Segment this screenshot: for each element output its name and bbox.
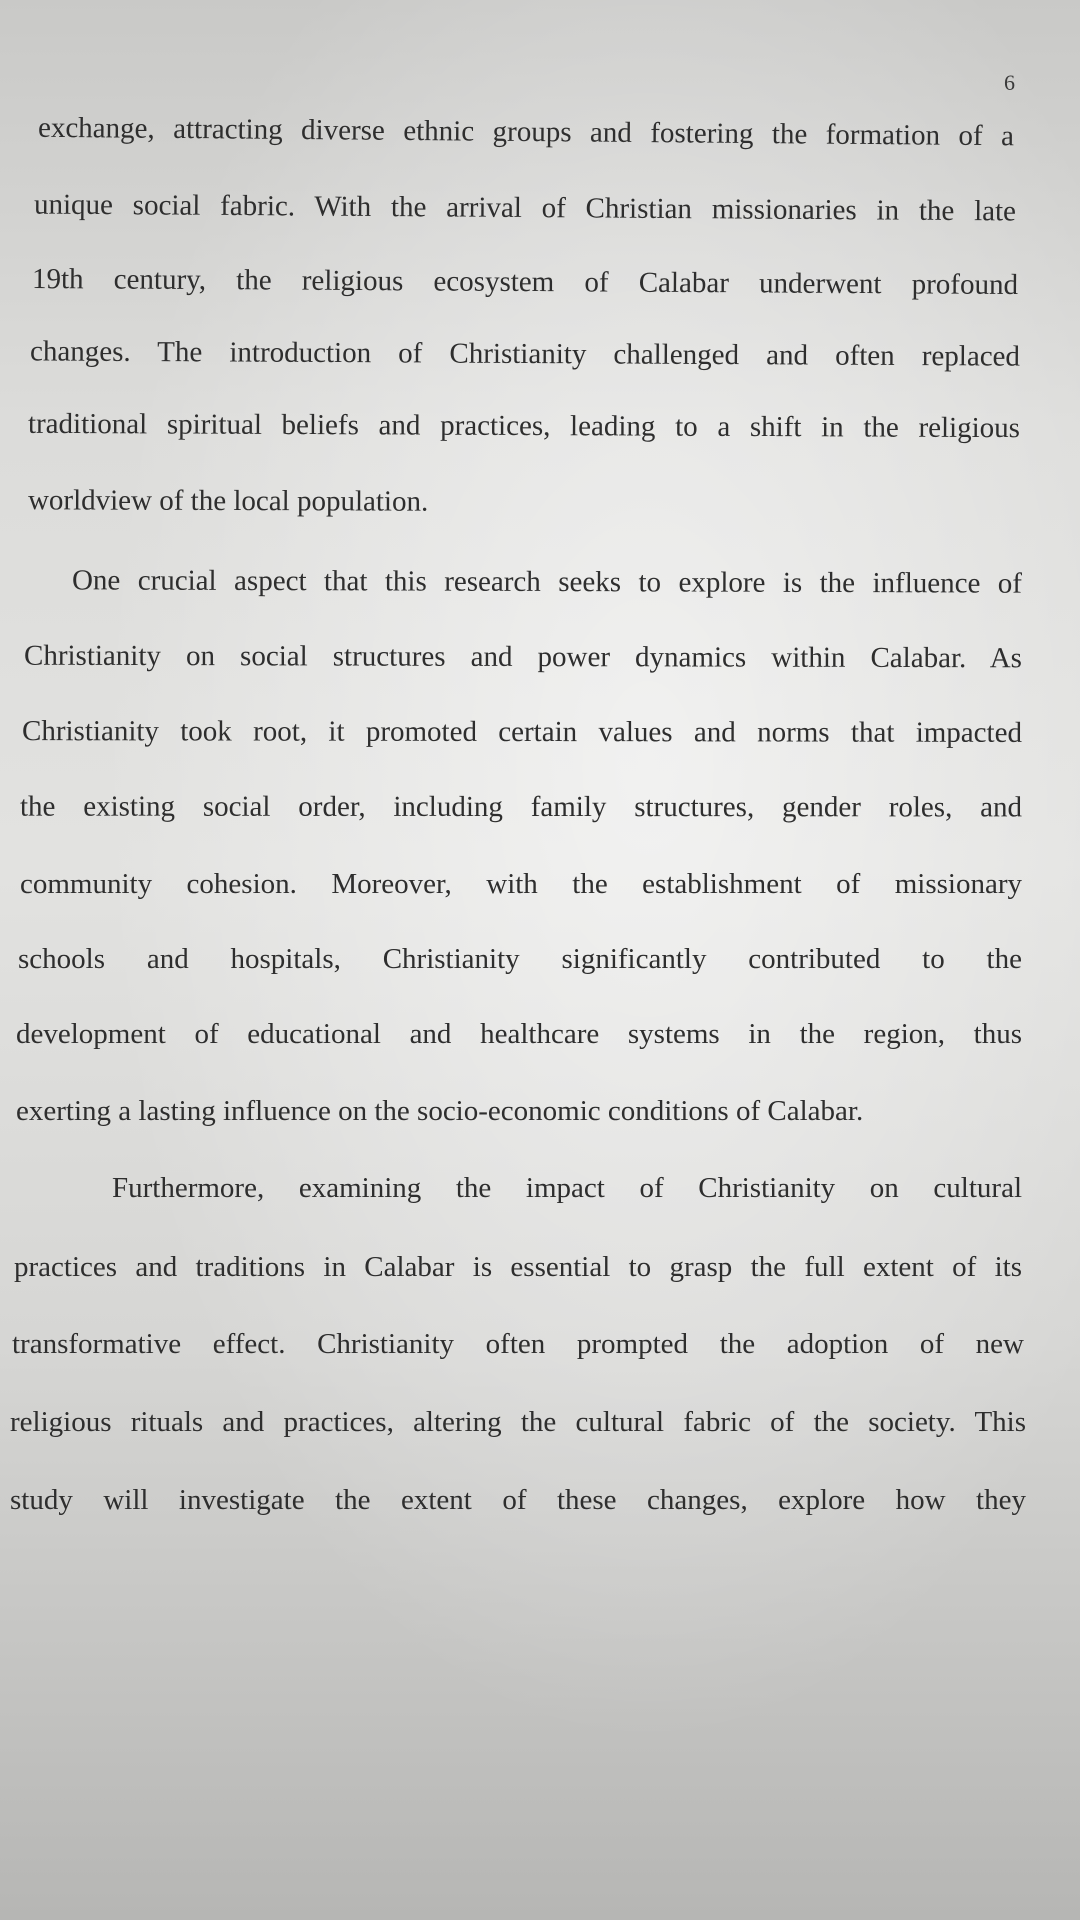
text-line: traditional spiritual beliefs and practices, leading to a shift in the religious [27, 407, 1021, 445]
text-line: development of educational and healthcare systems in the region, thus [16, 1018, 1022, 1050]
text-line: 19th century, the religious ecosystem of Calabar underwent profound [31, 262, 1019, 302]
text-line: Christianity took root, it promoted certain values and norms that impacted [21, 715, 1023, 749]
text-line: practices and traditions in Calabar is essential to grasp the full extent of its [14, 1251, 1022, 1283]
text-line: worldview of the local population. [27, 484, 429, 518]
text-line: religious rituals and practices, altering the cultural fabric of the society. This [10, 1406, 1026, 1438]
text-line: Furthermore, examining the impact of Christianity on cultural [112, 1172, 1022, 1204]
text-line: exerting a lasting influence on the socio-economic conditions of Calabar. [16, 1095, 864, 1127]
page-number: 6 [1004, 70, 1015, 95]
text-line: the existing social order, including family structures, gender roles, and [19, 790, 1023, 824]
text-line: exchange, attracting diverse ethnic groups and fostering the formation of a [37, 111, 1015, 153]
text-line: community cohesion. Moreover, with the establishment of missionary [20, 868, 1022, 900]
text-line: Christianity on social structures and power dynamics within Calabar. As [23, 639, 1023, 675]
text-line: unique social fabric. With the arrival of Christian missionaries in the late [33, 188, 1017, 228]
text-line: One crucial aspect that this research seeks to explore is the influence of [71, 564, 1023, 600]
text-line: study will investigate the extent of these changes, explore how they [10, 1484, 1026, 1516]
text-line: changes. The introduction of Christianity challenged and often replaced [29, 335, 1021, 373]
text-line: transformative effect. Christianity often prompted the adoption of new [12, 1328, 1024, 1360]
text-line: schools and hospitals, Christianity significantly contributed to the [18, 943, 1022, 975]
